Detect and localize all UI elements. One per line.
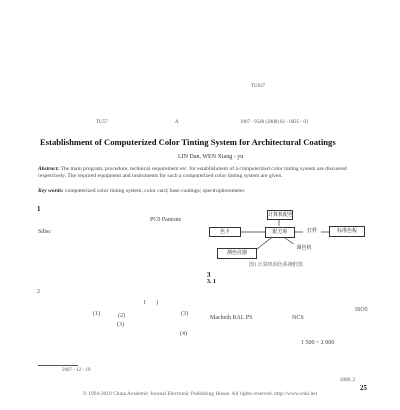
keywords-text: computerized color tinting system; color card; base coatings; spectrophotometer	[65, 188, 245, 194]
journal-issue: 2008, 2	[340, 378, 355, 383]
body-fragment-ncs: NCS	[292, 315, 304, 321]
abstract-label: Abstract:	[38, 166, 60, 172]
body-fragment-e: (3)	[181, 311, 188, 317]
footnote-rule	[38, 365, 78, 366]
meta-document-code: A	[175, 120, 179, 125]
footnote-received-date: 2007 - 12 - 19	[62, 368, 91, 373]
body-fragment-a: 1	[143, 300, 146, 306]
body-fragment-iso: ISO5	[355, 307, 368, 313]
body-fragment-macbeth: Macbeth RAL PS	[210, 315, 253, 321]
diagram-caption: 图1 计算机调色系统框图	[249, 263, 303, 268]
connector-bottom-left	[257, 238, 271, 249]
body-fragment-left: Sdisc	[38, 229, 52, 235]
keywords-paragraph	[38, 188, 368, 195]
subsection-3-1-heading: 3. 1	[207, 279, 216, 285]
meta-article-id: 1007 - 9548 (2008) 02 - 0025 - 03	[240, 120, 309, 125]
abstract-paragraph	[38, 166, 368, 181]
body-fragment-f: (3)	[117, 322, 124, 328]
diagram-box-left: 色卡	[209, 227, 241, 237]
diagram-box-center: 配方库	[265, 227, 295, 238]
meta-clc-number: TU57	[96, 120, 108, 125]
classification-code: TU637	[251, 84, 266, 89]
color-system-diagram	[205, 207, 365, 271]
keywords-label: Key words:	[38, 188, 64, 194]
body-fragment-c: (1)	[93, 311, 100, 317]
body-fragment-g: (4)	[180, 331, 187, 337]
body-fragment-d: (2)	[118, 313, 125, 319]
abstract-text: The main program, procedure, technical requirement etc. for establishment of a computerized color tinting system are discussed respectively. The required equipment and instruments for such a computerized color tinting system are given.	[38, 166, 347, 180]
article-title: Establishment of Computerized Color Tinting System for Architectural Coatings	[40, 137, 336, 147]
page-number: 25	[360, 384, 367, 392]
diagram-box-center-right: 打样	[303, 227, 321, 235]
body-fragment-range: 1 500 ~ 2 000	[301, 340, 335, 346]
section-1-heading: 1	[37, 205, 41, 213]
body-fragment-pantone: PC0 Pantone	[150, 217, 182, 223]
diagram-box-top: 计算机配色	[268, 212, 294, 218]
diagram-box-right: 标准色板	[329, 226, 365, 237]
diagram-box-bottom-left: 测色仪器	[217, 248, 257, 259]
body-fragment-b: )	[156, 300, 158, 306]
diagram-box-bottom-right: 调色机	[293, 244, 315, 253]
section-3-heading: 3	[207, 271, 211, 279]
section-2-marker: 2	[37, 289, 40, 295]
article-authors: LIN Dan, WEN Xiang - yu	[178, 154, 244, 160]
copyright-footer: © 1994-2010 China Academic Journal Electronic Publishing House. All rights reserved. http://www.cnki.net	[82, 391, 318, 397]
